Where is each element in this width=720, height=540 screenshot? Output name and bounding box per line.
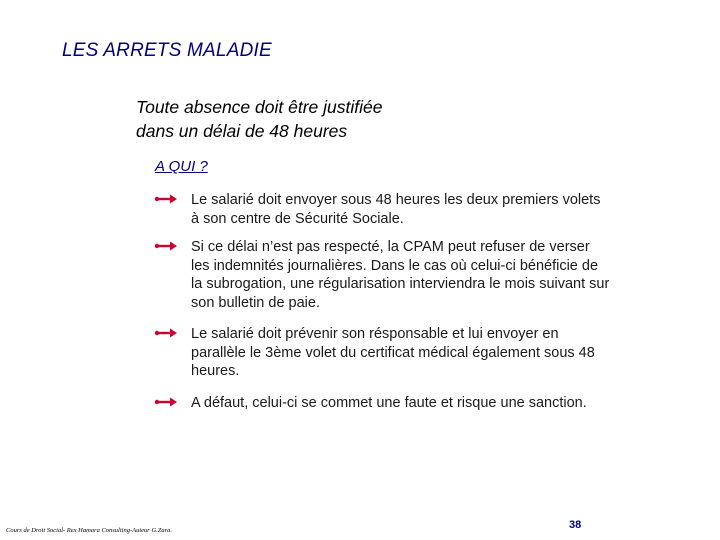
bullet-line: heures. [191,363,240,379]
slide-subtitle [136,95,382,143]
footer-credit: Cours de Droit Social- Rex Hamara Consulting-Auteur G.Zara. [6,527,173,534]
bullet-line: parallèle le 3ème volet du certificat médical également sous 48 [191,344,595,361]
bullet-text [191,394,661,413]
bullet-line: à son centre de Sécurité Sociale. [191,210,404,227]
slide-title: LES ARRETS MALADIE [62,40,272,61]
bullet-line: les indemnités journalières. Dans le cas où celui-ci bénéficie de [191,257,599,274]
bullet-text [191,325,661,381]
arrow-bullet-icon [154,327,180,339]
subtitle-line: dans un délai de 48 heures [136,121,348,141]
bullet-line: A défaut, celui-ci se commet une faute et risque une sanction. [191,395,587,411]
page-number: 38 [569,519,582,531]
section-heading: A QUI ? [155,158,208,175]
bullet-line: Le salarié doit prévenir son résponsable et lui envoyer en [191,326,559,342]
arrow-bullet-icon [154,240,180,252]
bullet-text [191,191,661,228]
bullet-text [191,238,661,312]
bullet-line: son bulletin de paie. [191,294,320,311]
bullet-line: Si ce délai n’est pas respecté, la CPAM peut refuser de verser [191,239,590,255]
arrow-bullet-icon [154,193,180,205]
bullet-line: la subrogation, une régularisation interviendra le mois suivant sur [191,276,610,292]
subtitle-line: Toute absence doit être justifiée [136,97,383,117]
arrow-bullet-icon [154,396,180,408]
bullet-line: Le salarié doit envoyer sous 48 heures les deux premiers volets [191,192,601,208]
